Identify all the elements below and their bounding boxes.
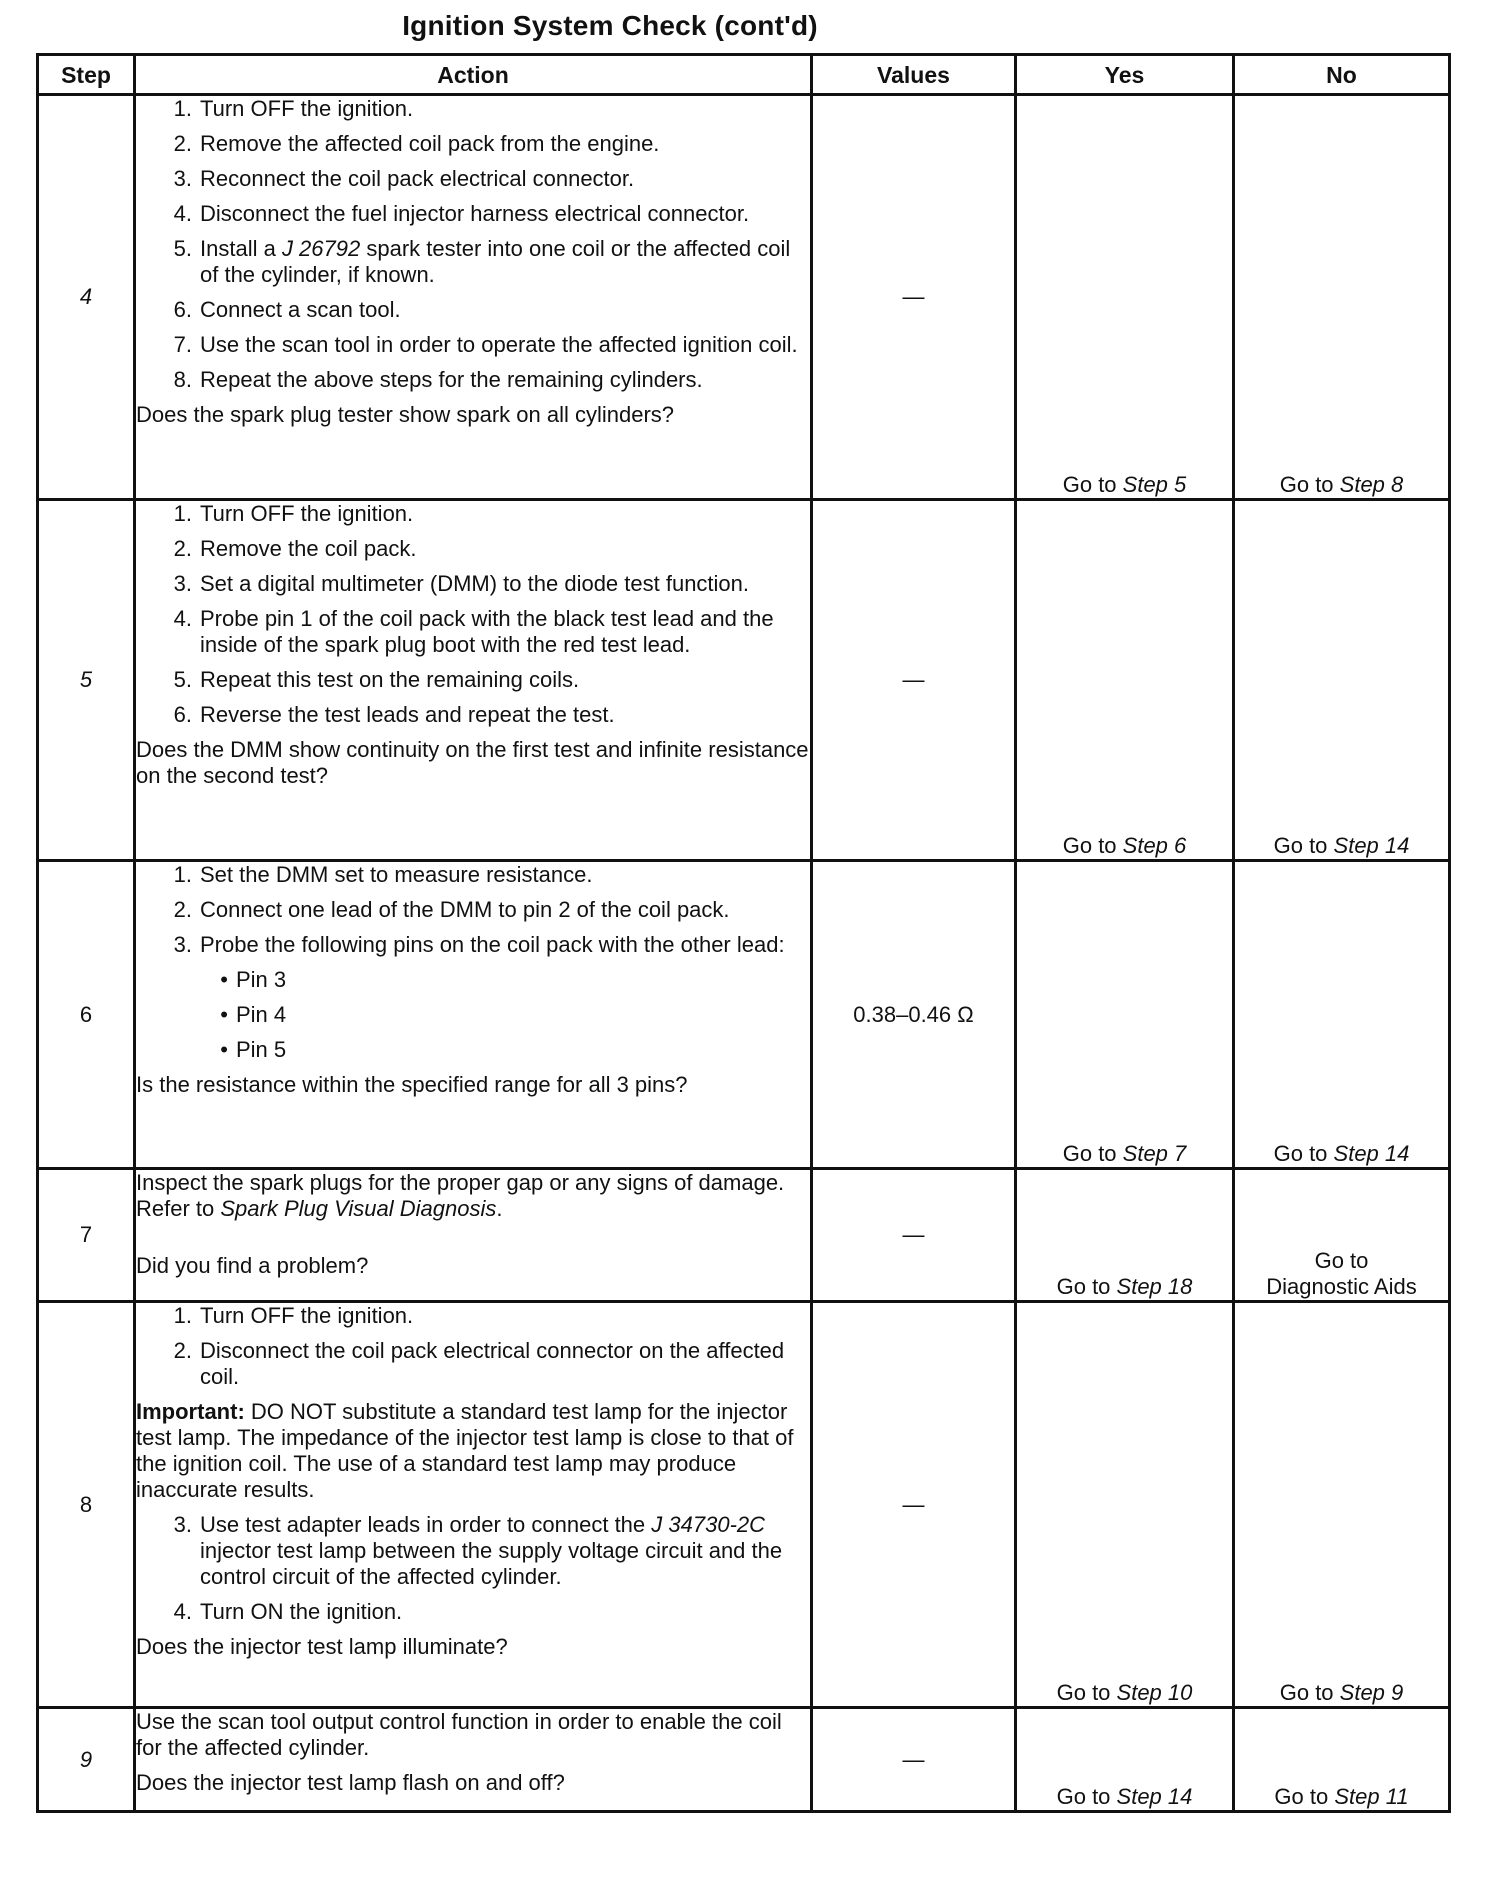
header-action: Action	[135, 55, 812, 95]
list-item: 5. Repeat this test on the remaining coils.	[173, 667, 580, 692]
no-cell: Go to Step 11	[1234, 1708, 1450, 1812]
action-question: Does the spark plug tester show spark on all cylinders?	[136, 402, 675, 427]
bullet-icon: •	[220, 1037, 228, 1062]
action-steps	[136, 1303, 810, 1390]
list-item: 4. Probe pin 1 of the coil pack with the black test lead and the inside of the spark plug boot with the red test lead.	[173, 606, 774, 657]
list-item: • Pin 3	[136, 967, 810, 993]
list-item: 5. Install a J 26792 spark tester into one coil or the affected coil of the cylinder, if known.	[173, 236, 791, 287]
list-item: 2. Remove the coil pack.	[173, 536, 417, 561]
values-cell: —	[812, 1169, 1016, 1302]
header-step: Step	[38, 55, 135, 95]
no-cell: Go to Step 14	[1234, 500, 1450, 861]
step-link: Step 14	[1333, 833, 1410, 858]
list-item: 4. Turn ON the ignition.	[173, 1599, 403, 1624]
list-item: 7. Use the scan tool in order to operate the affected ignition coil.	[173, 332, 798, 357]
action-question: Does the injector test lamp flash on and off?	[136, 1770, 565, 1795]
action-steps	[136, 501, 810, 728]
values-cell: —	[812, 500, 1016, 861]
yes-cell: Go to Step 7	[1016, 861, 1234, 1169]
yes-cell: Go to Step 10	[1016, 1302, 1234, 1708]
action-steps	[136, 862, 810, 958]
values-cell: —	[812, 1708, 1016, 1812]
table-header-row	[38, 55, 1450, 95]
yes-cell: Go to Step 14	[1016, 1708, 1234, 1812]
step-number: 7	[38, 1169, 135, 1302]
action-paragraph: Inspect the spark plugs for the proper gap or any signs of damage. Refer to Spark Plug Visual Diagnosis.	[136, 1170, 785, 1221]
list-item: 3. Set a digital multimeter (DMM) to the diode test function.	[173, 571, 750, 596]
ignition-check-table	[36, 53, 1451, 1813]
values-cell: —	[812, 95, 1016, 500]
action-cell	[135, 500, 812, 861]
list-item: 1. Turn OFF the ignition.	[173, 501, 414, 526]
action-cell	[135, 1302, 812, 1708]
list-item: • Pin 5	[136, 1037, 810, 1063]
step-link: Step 14	[1333, 1141, 1410, 1166]
list-item: 1. Set the DMM set to measure resistance.	[173, 862, 593, 887]
action-steps	[136, 1512, 810, 1625]
action-cell	[135, 95, 812, 500]
table-row	[38, 95, 1450, 500]
step-link: Step 18	[1116, 1274, 1193, 1299]
list-item: 6. Connect a scan tool.	[173, 297, 401, 322]
step-number: 6	[38, 861, 135, 1169]
action-question: Does the injector test lamp illuminate?	[136, 1634, 508, 1659]
list-item: 3. Probe the following pins on the coil pack with the other lead:	[173, 932, 785, 957]
yes-cell: Go to Step 5	[1016, 95, 1234, 500]
doc-reference: Spark Plug Visual Diagnosis	[220, 1196, 497, 1221]
action-question: Is the resistance within the specified range for all 3 pins?	[136, 1072, 688, 1097]
tool-reference: J 26792	[281, 236, 361, 261]
action-cell	[135, 1708, 812, 1812]
no-cell: Go to Step 9	[1234, 1302, 1450, 1708]
page-title: Ignition System Check (cont'd)	[402, 10, 818, 41]
values-cell: 0.38–0.46 Ω	[812, 861, 1016, 1169]
step-link: Step 10	[1116, 1680, 1193, 1705]
pin-list	[136, 967, 810, 1063]
list-item: 1. Turn OFF the ignition.	[173, 1303, 414, 1328]
step-link: Step 8	[1339, 472, 1404, 497]
list-item: 2. Remove the affected coil pack from the engine.	[173, 131, 660, 156]
list-item: 2. Disconnect the coil pack electrical connector on the affected coil.	[173, 1338, 785, 1389]
step-number: 4	[38, 95, 135, 500]
yes-cell: Go to Step 6	[1016, 500, 1234, 861]
values-cell: —	[812, 1302, 1016, 1708]
bullet-icon: •	[220, 967, 228, 992]
action-cell	[135, 861, 812, 1169]
action-steps	[136, 96, 810, 393]
action-question: Did you find a problem?	[136, 1253, 369, 1278]
list-item: 6. Reverse the test leads and repeat the test.	[173, 702, 615, 727]
step-link: Step 7	[1122, 1141, 1187, 1166]
tool-reference: J 34730-2C	[651, 1512, 766, 1537]
list-item: 1. Turn OFF the ignition.	[173, 96, 414, 121]
table-row	[38, 1708, 1450, 1812]
step-link: Step 5	[1122, 472, 1187, 497]
step-number: 5	[38, 500, 135, 861]
list-item: 4. Disconnect the fuel injector harness electrical connector.	[173, 201, 750, 226]
step-number: 8	[38, 1302, 135, 1708]
action-paragraph: Use the scan tool output control function in order to enable the coil for the affected cylinder.	[136, 1709, 782, 1760]
important-note: Important: DO NOT substitute a standard test lamp for the injector test lamp. The impedance of the injector test lamp is close to that of the ignition coil. The use of a standard test lamp may produce inaccurate results.	[136, 1399, 794, 1502]
step-link: Step 11	[1334, 1784, 1409, 1809]
no-cell: Go to Step 14	[1234, 861, 1450, 1169]
step-link: Step 14	[1116, 1784, 1193, 1809]
header-no: No	[1234, 55, 1450, 95]
table-row	[38, 500, 1450, 861]
bullet-icon: •	[220, 1002, 228, 1027]
step-link: Step 9	[1339, 1680, 1404, 1705]
table-row	[38, 1302, 1450, 1708]
list-item: 3. Use test adapter leads in order to connect the J 34730-2C injector test lamp between the supply voltage circuit and the control circuit of the affected cylinder.	[173, 1512, 783, 1589]
table-row	[38, 1169, 1450, 1302]
table-row	[38, 861, 1450, 1169]
list-item: 2. Connect one lead of the DMM to pin 2 of the coil pack.	[173, 897, 730, 922]
header-yes: Yes	[1016, 55, 1234, 95]
no-cell: Go to Diagnostic Aids	[1234, 1169, 1450, 1302]
list-item: • Pin 4	[136, 1002, 810, 1028]
list-item: 8. Repeat the above steps for the remaining cylinders.	[173, 367, 703, 392]
step-number: 9	[38, 1708, 135, 1812]
step-link: Step 6	[1122, 833, 1187, 858]
yes-cell: Go to Step 18	[1016, 1169, 1234, 1302]
header-values: Values	[812, 55, 1016, 95]
list-item: 3. Reconnect the coil pack electrical connector.	[173, 166, 635, 191]
action-cell	[135, 1169, 812, 1302]
action-question: Does the DMM show continuity on the first test and infinite resistance on the second test?	[136, 737, 809, 788]
no-cell: Go to Step 8	[1234, 95, 1450, 500]
